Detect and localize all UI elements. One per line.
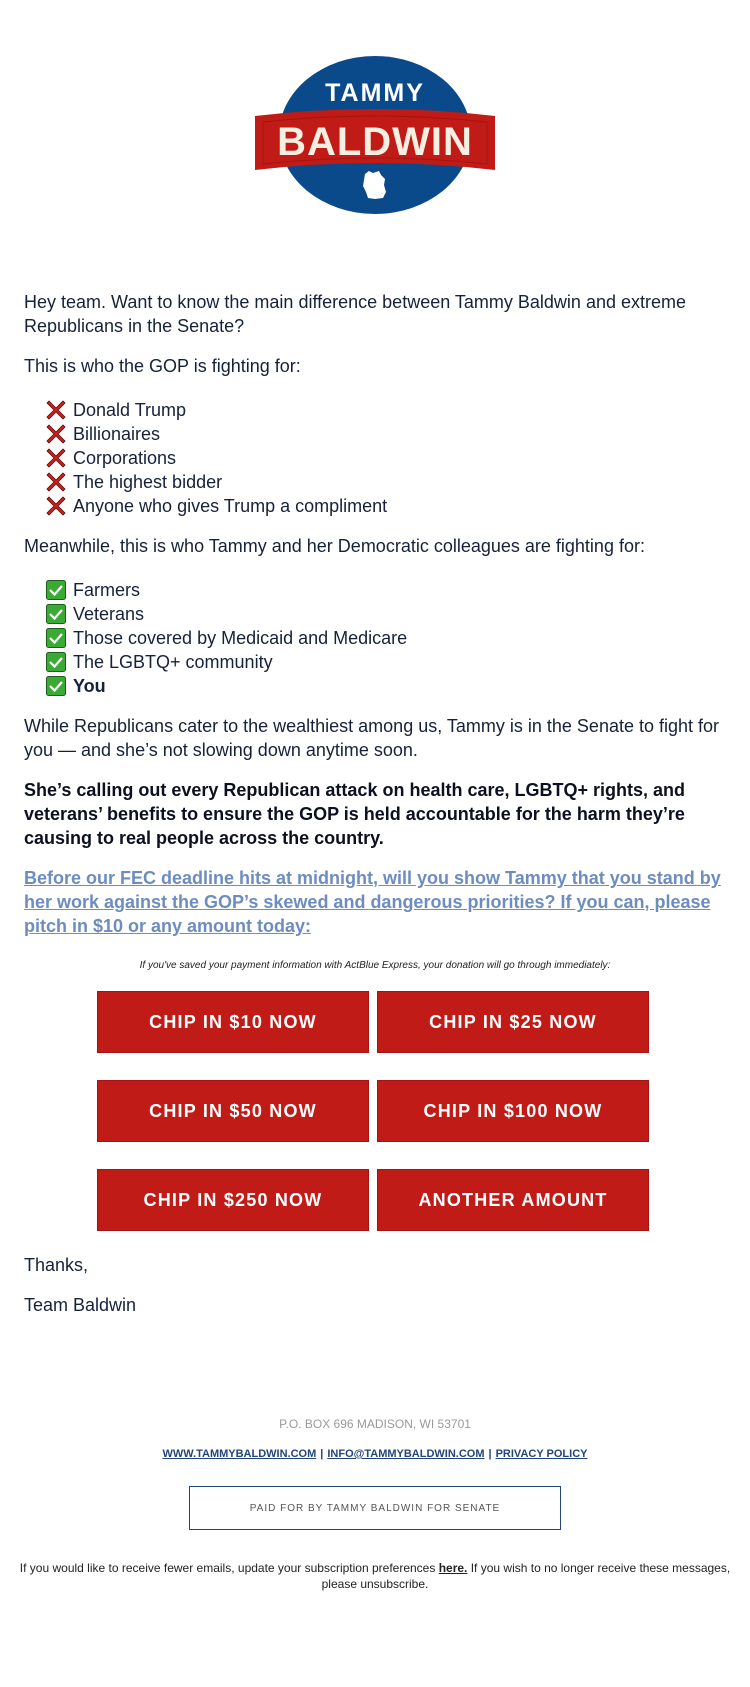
logo-top-text: TAMMY <box>325 79 425 107</box>
footer <box>0 1417 750 1592</box>
preferences-link[interactable]: here. <box>438 1561 468 1575</box>
cross-mark-icon <box>46 448 66 468</box>
cross-mark-icon <box>46 496 66 516</box>
chip-in-100-button[interactable]: CHIP IN $100 NOW <box>377 1080 649 1142</box>
logo-main-text: BALDWIN <box>277 120 473 164</box>
calling-out-paragraph: She’s calling out every Republican attack on health care, LGBTQ+ rights, and veterans’ benefits to ensure the GOP is held accountable for the harm they’re causing to real people across the country. <box>24 780 685 848</box>
list-item <box>46 602 726 626</box>
chip-in-250-button[interactable]: CHIP IN $250 NOW <box>97 1169 369 1231</box>
list-item <box>46 650 726 674</box>
gop-item-text: Corporations <box>73 448 177 468</box>
chip-in-25-button[interactable]: CHIP IN $25 NOW <box>377 991 649 1053</box>
link-separator: | <box>320 1448 324 1460</box>
dem-list <box>24 578 726 698</box>
list-item <box>46 470 726 494</box>
gop-item-text: Anyone who gives Trump a compliment <box>73 496 388 516</box>
unsub-before-text: If you would like to receive fewer emails, update your subscription preferences <box>19 1561 436 1575</box>
dem-item-text: Veterans <box>73 604 145 624</box>
check-mark-icon <box>46 580 66 600</box>
website-link[interactable]: WWW.TAMMYBALDWIN.COM <box>162 1448 317 1460</box>
list-item <box>46 578 726 602</box>
email-body <box>0 290 750 938</box>
cross-mark-icon <box>46 424 66 444</box>
cross-mark-icon <box>46 472 66 492</box>
actblue-note: If you've saved your payment information with ActBlue Express, your donation will go through immediately: <box>139 960 611 971</box>
dem-item-text: Farmers <box>73 580 140 600</box>
gop-item-text: Billionaires <box>73 424 161 444</box>
check-mark-icon <box>46 628 66 648</box>
chip-in-50-button[interactable]: CHIP IN $50 NOW <box>97 1080 369 1142</box>
check-mark-icon <box>46 676 66 696</box>
unsub-after-text: If you wish to no longer receive these messages, please unsubscribe. <box>321 1561 731 1591</box>
donation-buttons <box>97 991 653 1231</box>
tammy-baldwin-logo[interactable] <box>245 52 505 218</box>
mailing-address: P.O. BOX 696 MADISON, WI 53701 <box>279 1417 471 1431</box>
thanks-text: Thanks, <box>24 1255 89 1275</box>
check-mark-icon <box>46 604 66 624</box>
check-mark-icon <box>46 652 66 672</box>
gop-list <box>24 398 726 518</box>
list-item <box>46 674 726 698</box>
donate-cta-link[interactable]: Before our FEC deadline hits at midnight, will you show Tammy that you stand by her work against the GOP’s skewed and dangerous priorities? If you can, please pitch in $10 or any amount today: <box>24 868 721 936</box>
intro-paragraph: Hey team. Want to know the main difference between Tammy Baldwin and extreme Republicans in the Senate? <box>24 292 686 336</box>
email-link[interactable]: INFO@TAMMYBALDWIN.COM <box>327 1448 485 1460</box>
list-item <box>46 626 726 650</box>
signature: Team Baldwin <box>24 1295 137 1315</box>
list-item <box>46 446 726 470</box>
unsubscribe-text <box>15 1560 735 1592</box>
email-container <box>0 52 750 1592</box>
privacy-policy-link[interactable]: PRIVACY POLICY <box>495 1448 588 1460</box>
dem-item-text-you: You <box>73 676 106 696</box>
dem-item-text: The LGBTQ+ community <box>73 652 273 672</box>
list-item <box>46 494 726 518</box>
gop-item-text: Donald Trump <box>73 400 187 420</box>
list-item <box>46 398 726 422</box>
dem-heading: Meanwhile, this is who Tammy and her Democratic colleagues are fighting for: <box>24 536 645 556</box>
another-amount-button[interactable]: ANOTHER AMOUNT <box>377 1169 649 1231</box>
list-item <box>46 422 726 446</box>
dem-item-text: Those covered by Medicaid and Medicare <box>73 628 408 648</box>
cross-mark-icon <box>46 400 66 420</box>
footer-links <box>0 1448 750 1460</box>
paid-for-box: PAID FOR BY TAMMY BALDWIN FOR SENATE <box>189 1486 561 1530</box>
link-separator: | <box>488 1448 492 1460</box>
wealthiest-paragraph: While Republicans cater to the wealthiest among us, Tammy is in the Senate to fight for you — and she’s not slowing down anytime soon. <box>24 716 720 760</box>
gop-item-text: The highest bidder <box>73 472 223 492</box>
chip-in-10-button[interactable]: CHIP IN $10 NOW <box>97 991 369 1053</box>
gop-heading: This is who the GOP is fighting for: <box>24 356 301 376</box>
